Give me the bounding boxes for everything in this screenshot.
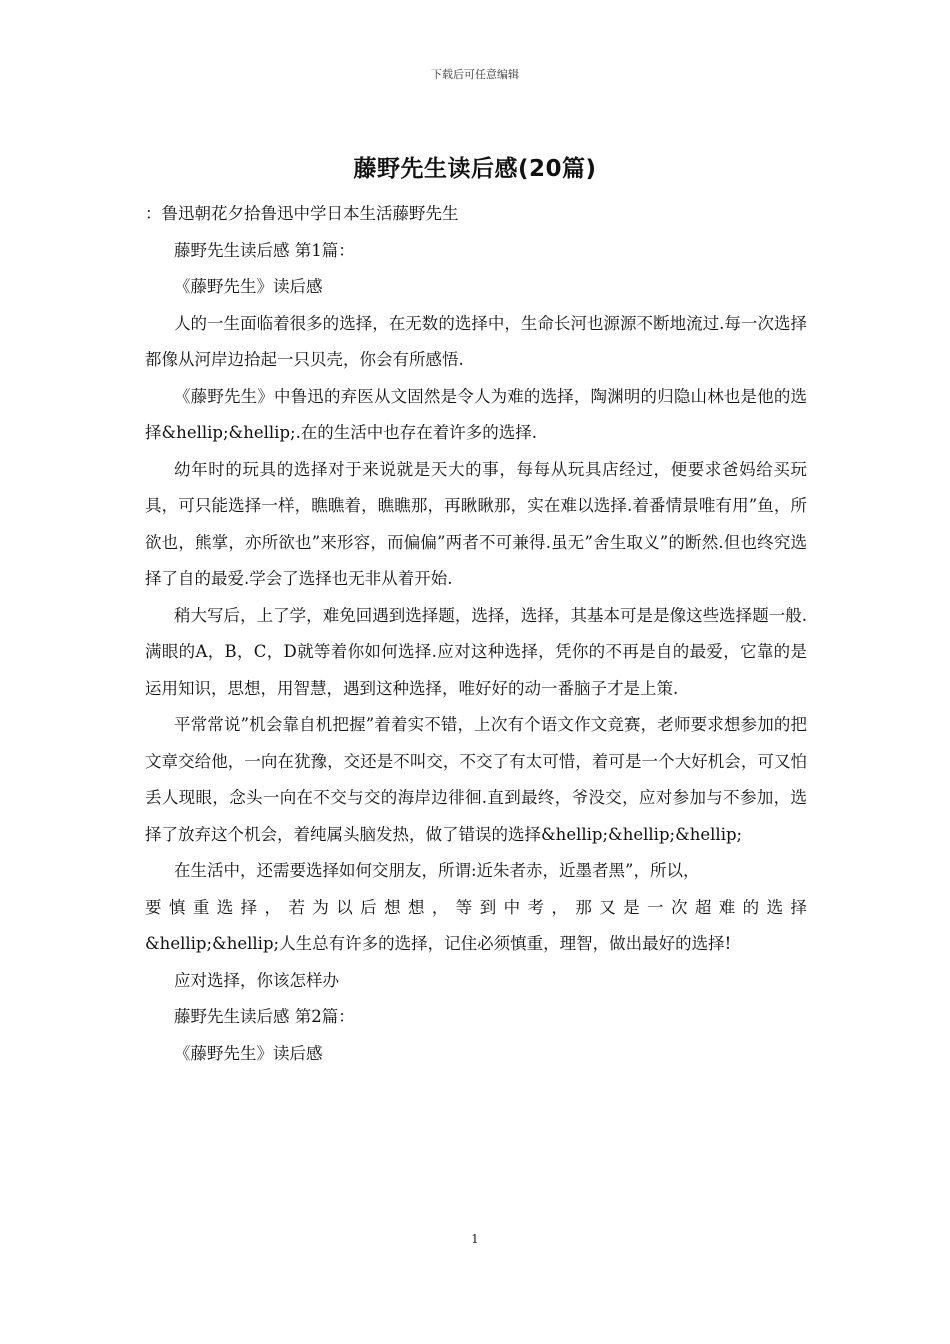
paragraph: 人的一生面临着很多的选择，在无数的选择中，生命长河也源源不断地流过.每一次选择都像从河岸边拾起一只贝壳，你会有所感悟.: [145, 313, 807, 369]
essay-title-2: 《藤野先生》读后感: [174, 1043, 323, 1063]
paragraph: 《藤野先生》中鲁迅的弃医从文固然是令人为难的选择，陶渊明的归隐山林也是他的选择&hellip;&hellip;.在的生活中也存在着许多的选择.: [145, 386, 807, 442]
essay-title-1: 《藤野先生》读后感: [174, 277, 323, 296]
paragraph: 平常常说”机会靠自机把握”着着实不错，上次有个语文作文竞赛，老师要求想参加的把文章交给他，一向在犹豫，交还是不叫交，不交了有太可惜，着可是一个大好机会，可又怕丢人现眼，念头一向在不交与交的海岸边徘徊.直到最终，爷没交，应对参加与不参加，选择了放弃这个机会，着纯属头脑发热，做了错误的选择&hellip;&hellip;&hellip;: [145, 715, 807, 844]
keywords-line: ：鲁迅朝花夕拾鲁迅中学日本生活藤野先生: [145, 204, 459, 223]
section-heading-1: 藤野先生读后感 第1篇：: [174, 240, 355, 260]
paragraph: 应对选择，你该怎样办: [174, 970, 339, 990]
paragraph: 稍大写后，上了学，难免回遇到选择题，选择，选择，其基本可是是像这些选择题一般.满眼的A，B，C，D就等着你如何选择.应对这种选择，凭你的不再是自的最爱，它靠的是运用知识，思想，用智慧，遇到这种选择，唯好好的动一番脑子才是上策.: [145, 605, 807, 698]
document-body: [145, 196, 807, 1072]
paragraph: 在生活中，还需要选择如何交朋友，所谓:近朱者赤，近墨者黑”，所以，: [174, 861, 700, 880]
paragraph-continued: &hellip;&hellip;人生总有许多的选择，记住必须慎重，理智，做出最好的选择!: [145, 934, 732, 953]
page-header: 下载后可任意编辑: [431, 68, 519, 81]
paragraph: 幼年时的玩具的选择对于来说就是天大的事，每每从玩具店经过，便要求爸妈给买玩具，可只能选择一样，瞧瞧着，瞧瞧那，再瞅瞅那，实在难以选择.着番情景唯有用”鱼，所欲也，熊掌，亦所欲也”来形容，而偏偏”两者不可兼得.虽无”舍生取义”的断然.但也终究选择了自的最爱.学会了选择也无非从着开始.: [145, 459, 807, 588]
document-title: 藤野先生读后感(20篇): [353, 156, 597, 182]
page-number: 1: [471, 1232, 479, 1246]
section-heading-2: 藤野先生读后感 第2篇：: [174, 1007, 355, 1026]
paragraph-continued: 要慎重选择，若为以后想想，等到中考，那又是一次超难的选择: [145, 897, 807, 917]
